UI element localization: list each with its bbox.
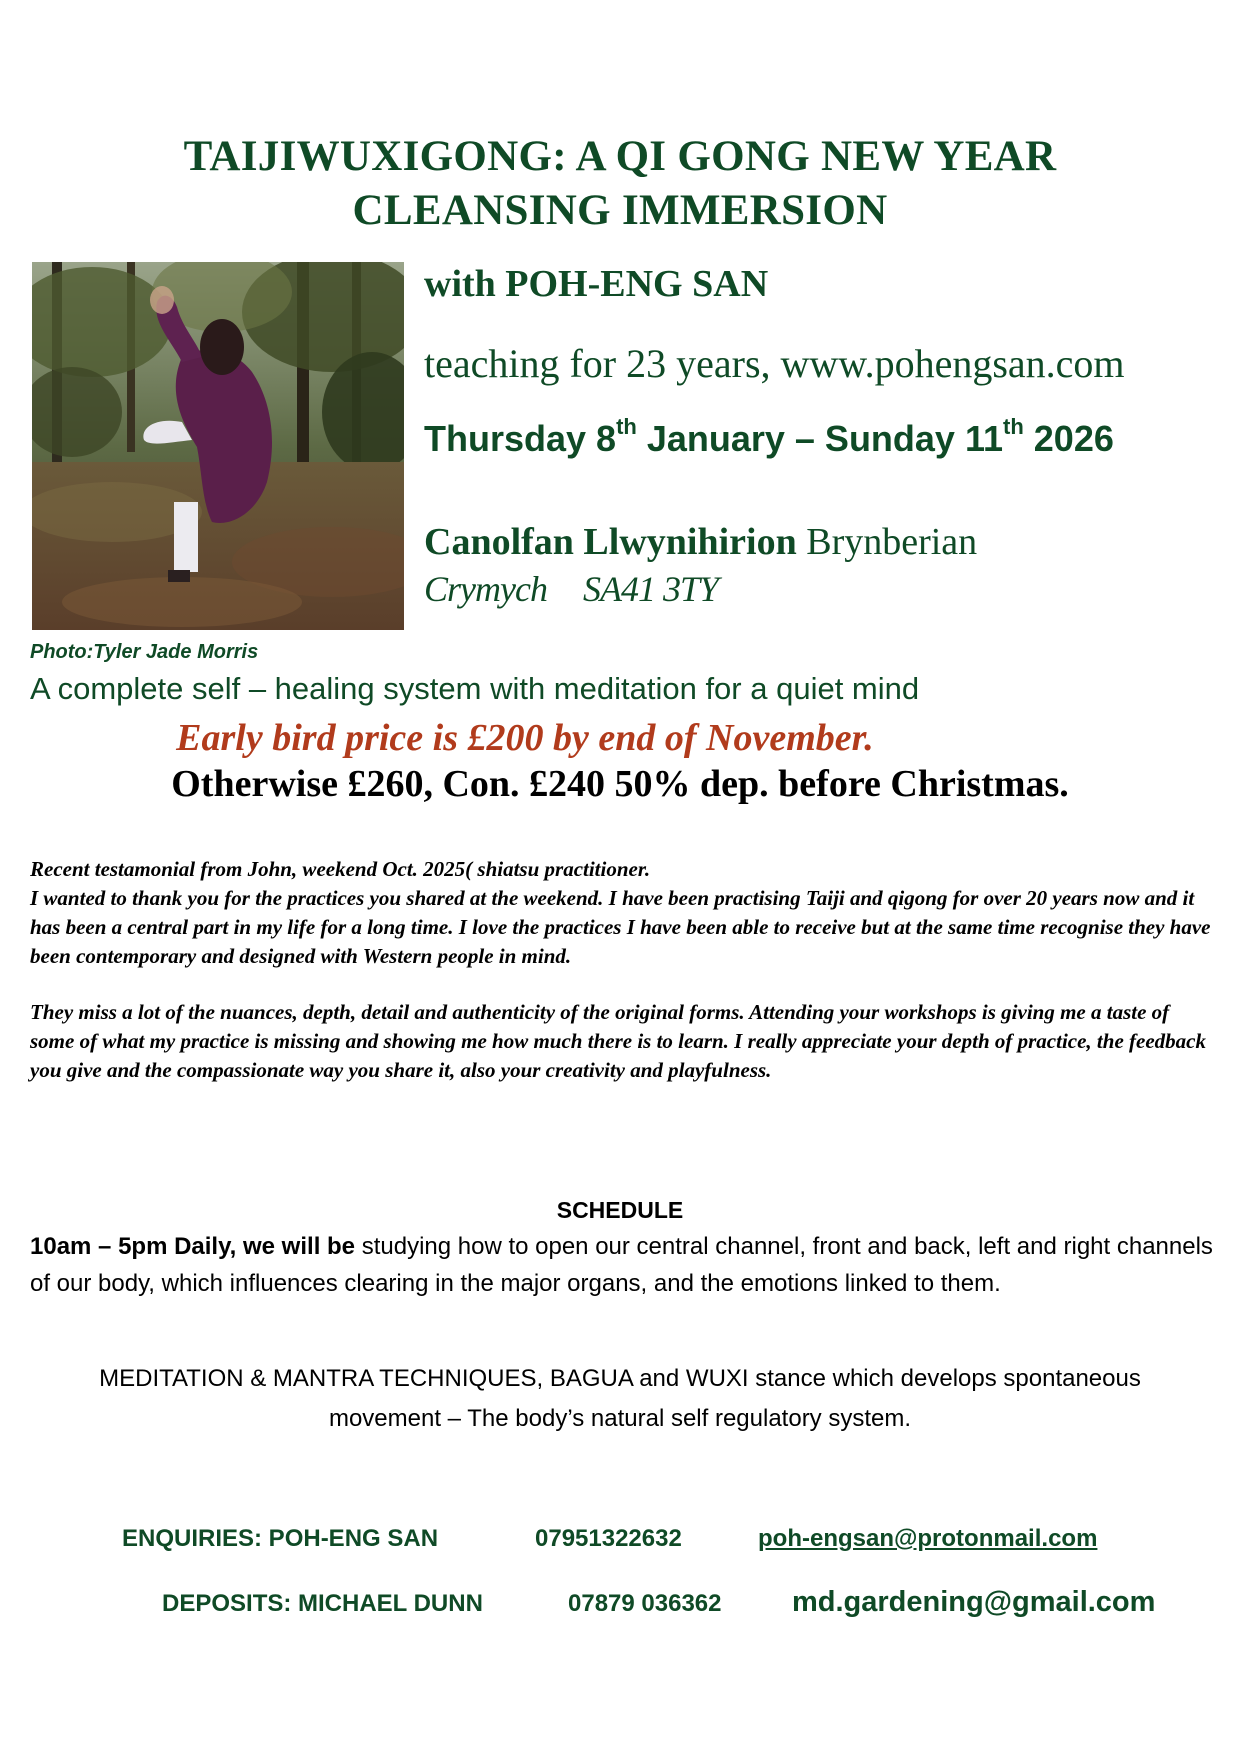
teacher-experience: teaching for 23 years, www.pohengsan.com	[424, 341, 1125, 386]
end-suffix: th	[1003, 414, 1024, 439]
photo-caption: Photo:Tyler Jade Morris	[30, 641, 259, 663]
start-suffix: th	[616, 414, 637, 439]
date-middle: January – Sunday 11	[636, 418, 1004, 459]
tagline: A complete self – healing system with meditation for a quiet mind	[30, 671, 920, 706]
event-dates	[424, 414, 1114, 460]
schedule-text	[30, 1228, 1215, 1302]
schedule-lead: 10am – 5pm Daily, we will be	[30, 1233, 356, 1260]
enquiries-email-link[interactable]: poh-engsan@protonmail.com	[758, 1525, 1098, 1552]
schedule-heading: SCHEDULE	[556, 1197, 684, 1223]
early-bird-price: Early bird price is £200 by end of November.	[176, 717, 874, 759]
venue-line	[424, 520, 977, 564]
start-day: Thursday 8	[424, 418, 617, 459]
testimonial-paragraph-1: I wanted to thank you for the practices you shared at the weekend. I have been practising Taiji and qigong for over 20 years now and it has been a central part in my life for a long time. I love the practices I have been able to receive but at the same time recognise they have been contemporary and designed with Western people in mind.	[30, 886, 1211, 968]
venue-area: Brynberian	[796, 521, 978, 563]
deposits-email[interactable]: md.gardening@gmail.com	[792, 1586, 1156, 1618]
schedule-body: studying how to open our central channel, front and back, left and right channels of our body, which influences clearing in the major organs, and the emotions linked to them.	[30, 1233, 1213, 1297]
date-year: 2026	[1023, 418, 1114, 459]
deposits-label: DEPOSITS: MICHAEL DUNN	[162, 1590, 483, 1617]
standard-price: Otherwise £260, Con. £240 50% dep. before Christmas.	[171, 763, 1069, 805]
schedule-techniques: MEDITATION & MANTRA TECHNIQUES, BAGUA and WUXI stance which develops spontaneous movement – The body’s natural self regulatory system.	[99, 1365, 1141, 1432]
testimonial-heading: Recent testamonial from John, weekend Oct. 2025( shiatsu practitioner.	[30, 857, 651, 881]
venue-postcode: SA41 3TY	[582, 569, 719, 609]
venue-name: Canolfan Llwynihirion	[424, 521, 797, 563]
enquiries-phone[interactable]: 07951322632	[535, 1525, 682, 1552]
title-line-1: TAIJIWUXIGONG: A QI GONG NEW YEAR	[183, 133, 1057, 180]
testimonial-paragraph-2: They miss a lot of the nuances, depth, detail and authenticity of the original forms. Attending your workshops is giving me a taste of some of what my practice is missing and showing me how much there is to learn. I really appreciate your depth of practice, the feedback you give and the compassionate way you share it, also your creativity and playfulness.	[30, 1000, 1206, 1082]
enquiries-label: ENQUIRIES: POH-ENG SAN	[122, 1525, 439, 1552]
deposits-phone[interactable]: 07879 036362	[568, 1590, 722, 1617]
venue-town: Crymych	[424, 569, 547, 609]
venue-town-line	[424, 568, 718, 610]
title-line-2: CLEANSING IMMERSION	[352, 187, 888, 234]
teacher-with: with POH-ENG SAN	[424, 263, 769, 305]
photo-qigong-practitioner	[32, 262, 404, 630]
